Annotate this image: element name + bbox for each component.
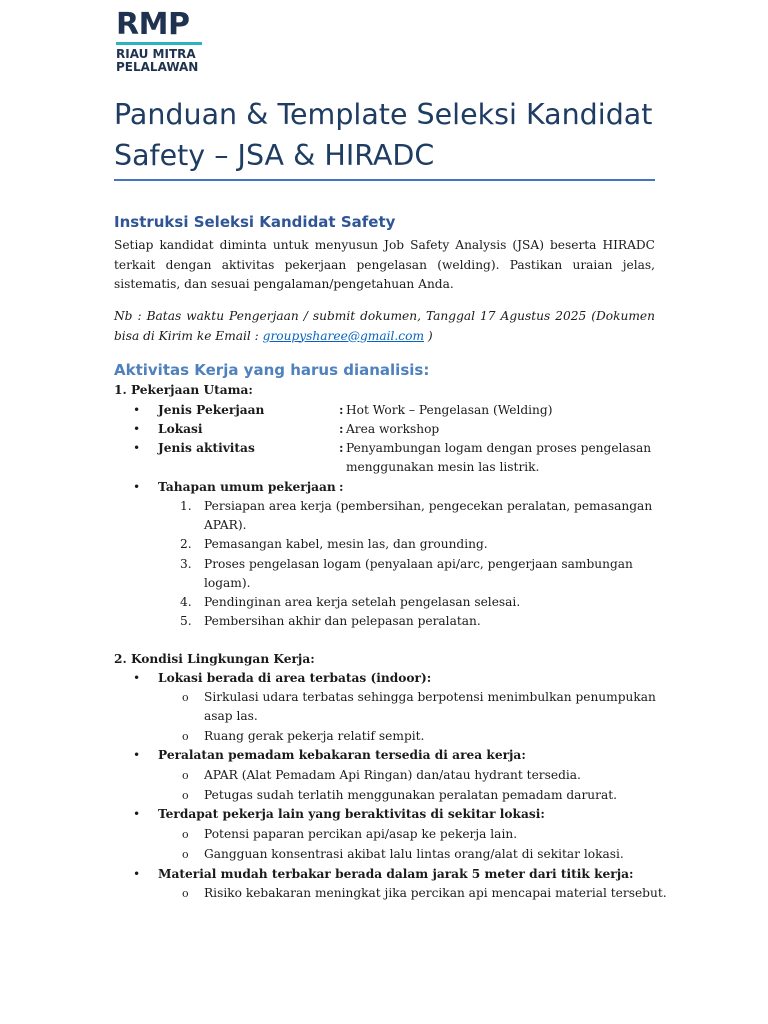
step-text: Proses pengelasan logam (penyalaan api/arc, pengerjaan sambungan: [204, 557, 633, 571]
step-text-continued: logam).: [204, 576, 251, 590]
section-heading-aktivitas: Aktivitas Kerja yang harus dianalisis:: [114, 361, 430, 379]
condition-title: Terdapat pekerja lain yang beraktivitas di sekitar lokasi:: [158, 807, 545, 821]
step-text: Persiapan area kerja (pembersihan, pengecekan peralatan, pemasangan: [204, 499, 653, 513]
bullet-icon: •: [133, 748, 141, 762]
condition-detail: Gangguan konsentrasi akibat lalu lintas orang/alat di sekitar lokasi.: [204, 847, 624, 861]
field-value: Hot Work – Pengelasan (Welding): [346, 403, 553, 417]
field-colon: :: [339, 403, 344, 417]
field-label: Jenis aktivitas: [158, 441, 255, 455]
section-heading-instruksi: Instruksi Seleksi Kandidat Safety: [114, 213, 396, 231]
field-label: Lokasi: [158, 422, 203, 436]
condition-detail: Risiko kebakaran meningkat jika percikan api mencapai material tersebut.: [204, 886, 667, 900]
step-number: 2.: [180, 537, 192, 551]
bullet-icon: •: [133, 867, 141, 881]
condition-title: Peralatan pemadam kebakaran tersedia di area kerja:: [158, 748, 526, 762]
condition-title: Material mudah terbakar berada dalam jarak 5 meter dari titik kerja:: [158, 867, 634, 881]
step-text: Pemasangan kabel, mesin las, dan grounding.: [204, 537, 488, 551]
step-text: Pendinginan area kerja setelah pengelasan selesai.: [204, 595, 521, 609]
sub-bullet-icon: o: [182, 848, 189, 861]
bullet-icon: •: [133, 807, 141, 821]
step-number: 5.: [180, 614, 192, 628]
bullet-icon: •: [133, 480, 141, 494]
step-number: 4.: [180, 595, 192, 609]
field-colon: :: [339, 441, 344, 455]
sub-bullet-icon: o: [182, 887, 189, 900]
condition-detail: APAR (Alat Pemadam Api Ringan) dan/atau hydrant tersedia.: [204, 768, 581, 782]
sub-bullet-icon: o: [182, 691, 189, 704]
field-colon: :: [339, 422, 344, 436]
sub-bullet-icon: o: [182, 789, 189, 802]
bullet-icon: •: [133, 671, 141, 685]
note-text: Nb : Batas waktu Pengerjaan / submit dokumen, Tanggal 17 Agustus 2025 (Dokumen bisa di Kirim ke Email :: [114, 309, 655, 343]
step-text-continued: APAR).: [204, 518, 247, 532]
bullet-icon: •: [133, 422, 141, 436]
instruction-paragraph: Setiap kandidat diminta untuk menyusun Job Safety Analysis (JSA) beserta HIRADC terkait dengan aktivitas pekerjaan pengelasan (welding). Pastikan uraian jelas, sistematis, dan sesuai pengalaman/pengetahuan Anda.: [114, 238, 655, 292]
step-text: Pembersihan akhir dan pelepasan peralatan.: [204, 614, 481, 628]
condition-detail-continued: asap las.: [204, 709, 258, 723]
sub-bullet-icon: o: [182, 730, 189, 743]
field-value-continued: menggunakan mesin las listrik.: [346, 460, 540, 474]
sub-bullet-icon: o: [182, 828, 189, 841]
bullet-icon: •: [133, 441, 141, 455]
item-title-kondisi: 2. Kondisi Lingkungan Kerja:: [114, 652, 315, 666]
logo-line-1: RIAU MITRA: [116, 47, 196, 61]
logo-mark: RMP: [116, 7, 190, 42]
field-label: Jenis Pekerjaan: [158, 403, 265, 417]
email-link[interactable]: groupysharee@gmail.com: [262, 328, 424, 343]
condition-detail: Sirkulasi udara terbatas sehingga berpotensi menimbulkan penumpukan: [204, 690, 656, 704]
document-title: Panduan & Template Seleksi Kandidat Safety – JSA & HIRADC: [114, 98, 653, 172]
tahapan-label: Tahapan umum pekerjaan: [158, 480, 336, 494]
condition-detail: Petugas sudah terlatih menggunakan peralatan pemadam darurat.: [204, 788, 617, 802]
title-divider: [114, 179, 655, 181]
field-value: Area workshop: [346, 422, 440, 436]
condition-title: Lokasi berada di area terbatas (indoor):: [158, 671, 432, 685]
deadline-note: [114, 307, 655, 346]
note-suffix: ): [424, 328, 433, 343]
sub-bullet-icon: o: [182, 769, 189, 782]
tahapan-colon: :: [339, 480, 344, 494]
condition-detail: Ruang gerak pekerja relatif sempit.: [204, 729, 425, 743]
bullet-icon: •: [133, 403, 141, 417]
company-logo: [116, 7, 202, 74]
logo-accent-bar: [116, 42, 202, 45]
item-title-pekerjaan-utama: 1. Pekerjaan Utama:: [114, 383, 253, 397]
condition-detail: Potensi paparan percikan api/asap ke pekerja lain.: [204, 827, 518, 841]
logo-line-2: PELALAWAN: [116, 60, 199, 74]
field-value: Penyambungan logam dengan proses pengelasan: [346, 441, 652, 455]
step-number: 3.: [180, 557, 192, 571]
step-number: 1.: [180, 499, 192, 513]
